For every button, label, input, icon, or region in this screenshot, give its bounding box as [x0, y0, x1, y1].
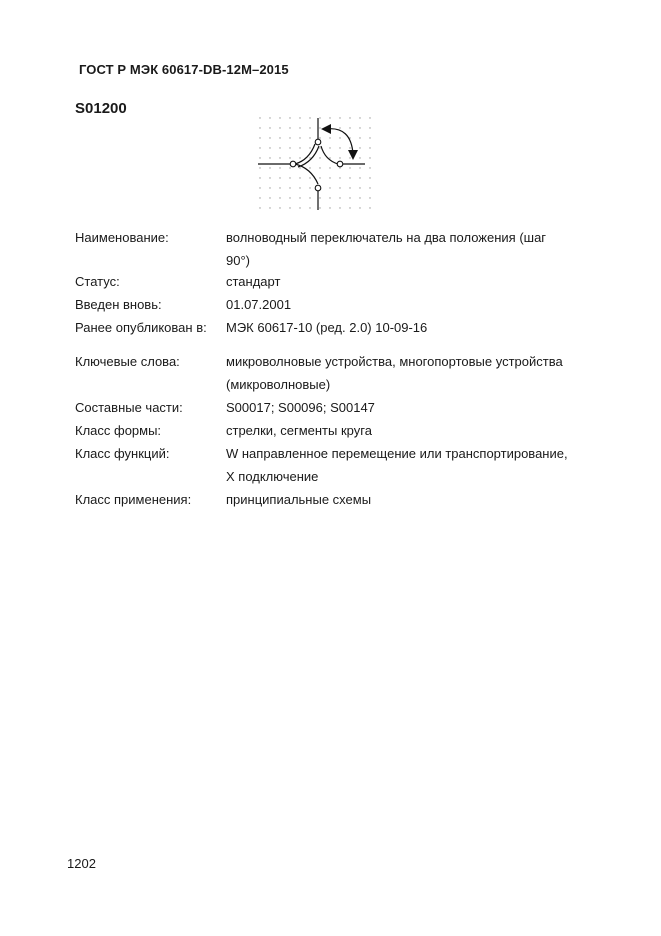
field-value: [226, 488, 586, 511]
field-label: Класс функций:: [75, 446, 170, 461]
field-label: Класс применения:: [75, 492, 192, 507]
field-value-line: стрелки, сегменты круга: [226, 423, 372, 438]
field-value: [226, 270, 586, 293]
field-value-line: 90°): [226, 253, 250, 268]
field-label: Класс формы:: [75, 423, 162, 438]
field-label: Ключевые слова:: [75, 354, 180, 369]
field-value-line: 01.07.2001: [226, 297, 292, 312]
field-label: Введен вновь:: [75, 297, 162, 312]
page-number: 1202: [67, 856, 96, 871]
field-value-line: принципиальные схемы: [226, 492, 372, 507]
field-value-line: (микроволновые): [226, 377, 331, 392]
field-value-line: микроволновые устройства, многопортовые устройства: [226, 354, 563, 369]
field-value-line: волноводный переключатель на два положения (шаг: [226, 230, 547, 245]
standard-header: ГОСТ Р МЭК 60617-DB-12M–2015: [79, 62, 289, 77]
field-value-line: S00017; S00096; S00147: [226, 400, 375, 415]
field-label: Составные части:: [75, 400, 183, 415]
field-value: [226, 350, 586, 396]
symbol-code: S01200: [75, 100, 127, 117]
field-value-line: МЭК 60617-10 (ред. 2.0) 10-09-16: [226, 320, 428, 335]
field-value: [226, 442, 586, 488]
field-value: [226, 419, 586, 442]
field-value: [226, 316, 586, 339]
field-value-line: X подключение: [226, 469, 319, 484]
field-value: [226, 396, 586, 419]
field-value-line: W направленное перемещение или транспортирование,: [226, 446, 568, 461]
field-value: [226, 226, 586, 272]
field-label: Статус:: [75, 274, 120, 289]
field-label: Наименование:: [75, 230, 169, 245]
field-value-line: стандарт: [226, 274, 281, 289]
field-value: [226, 293, 586, 316]
waveguide-switch-symbol-icon: [255, 110, 375, 220]
field-label: Ранее опубликован в:: [75, 320, 207, 335]
